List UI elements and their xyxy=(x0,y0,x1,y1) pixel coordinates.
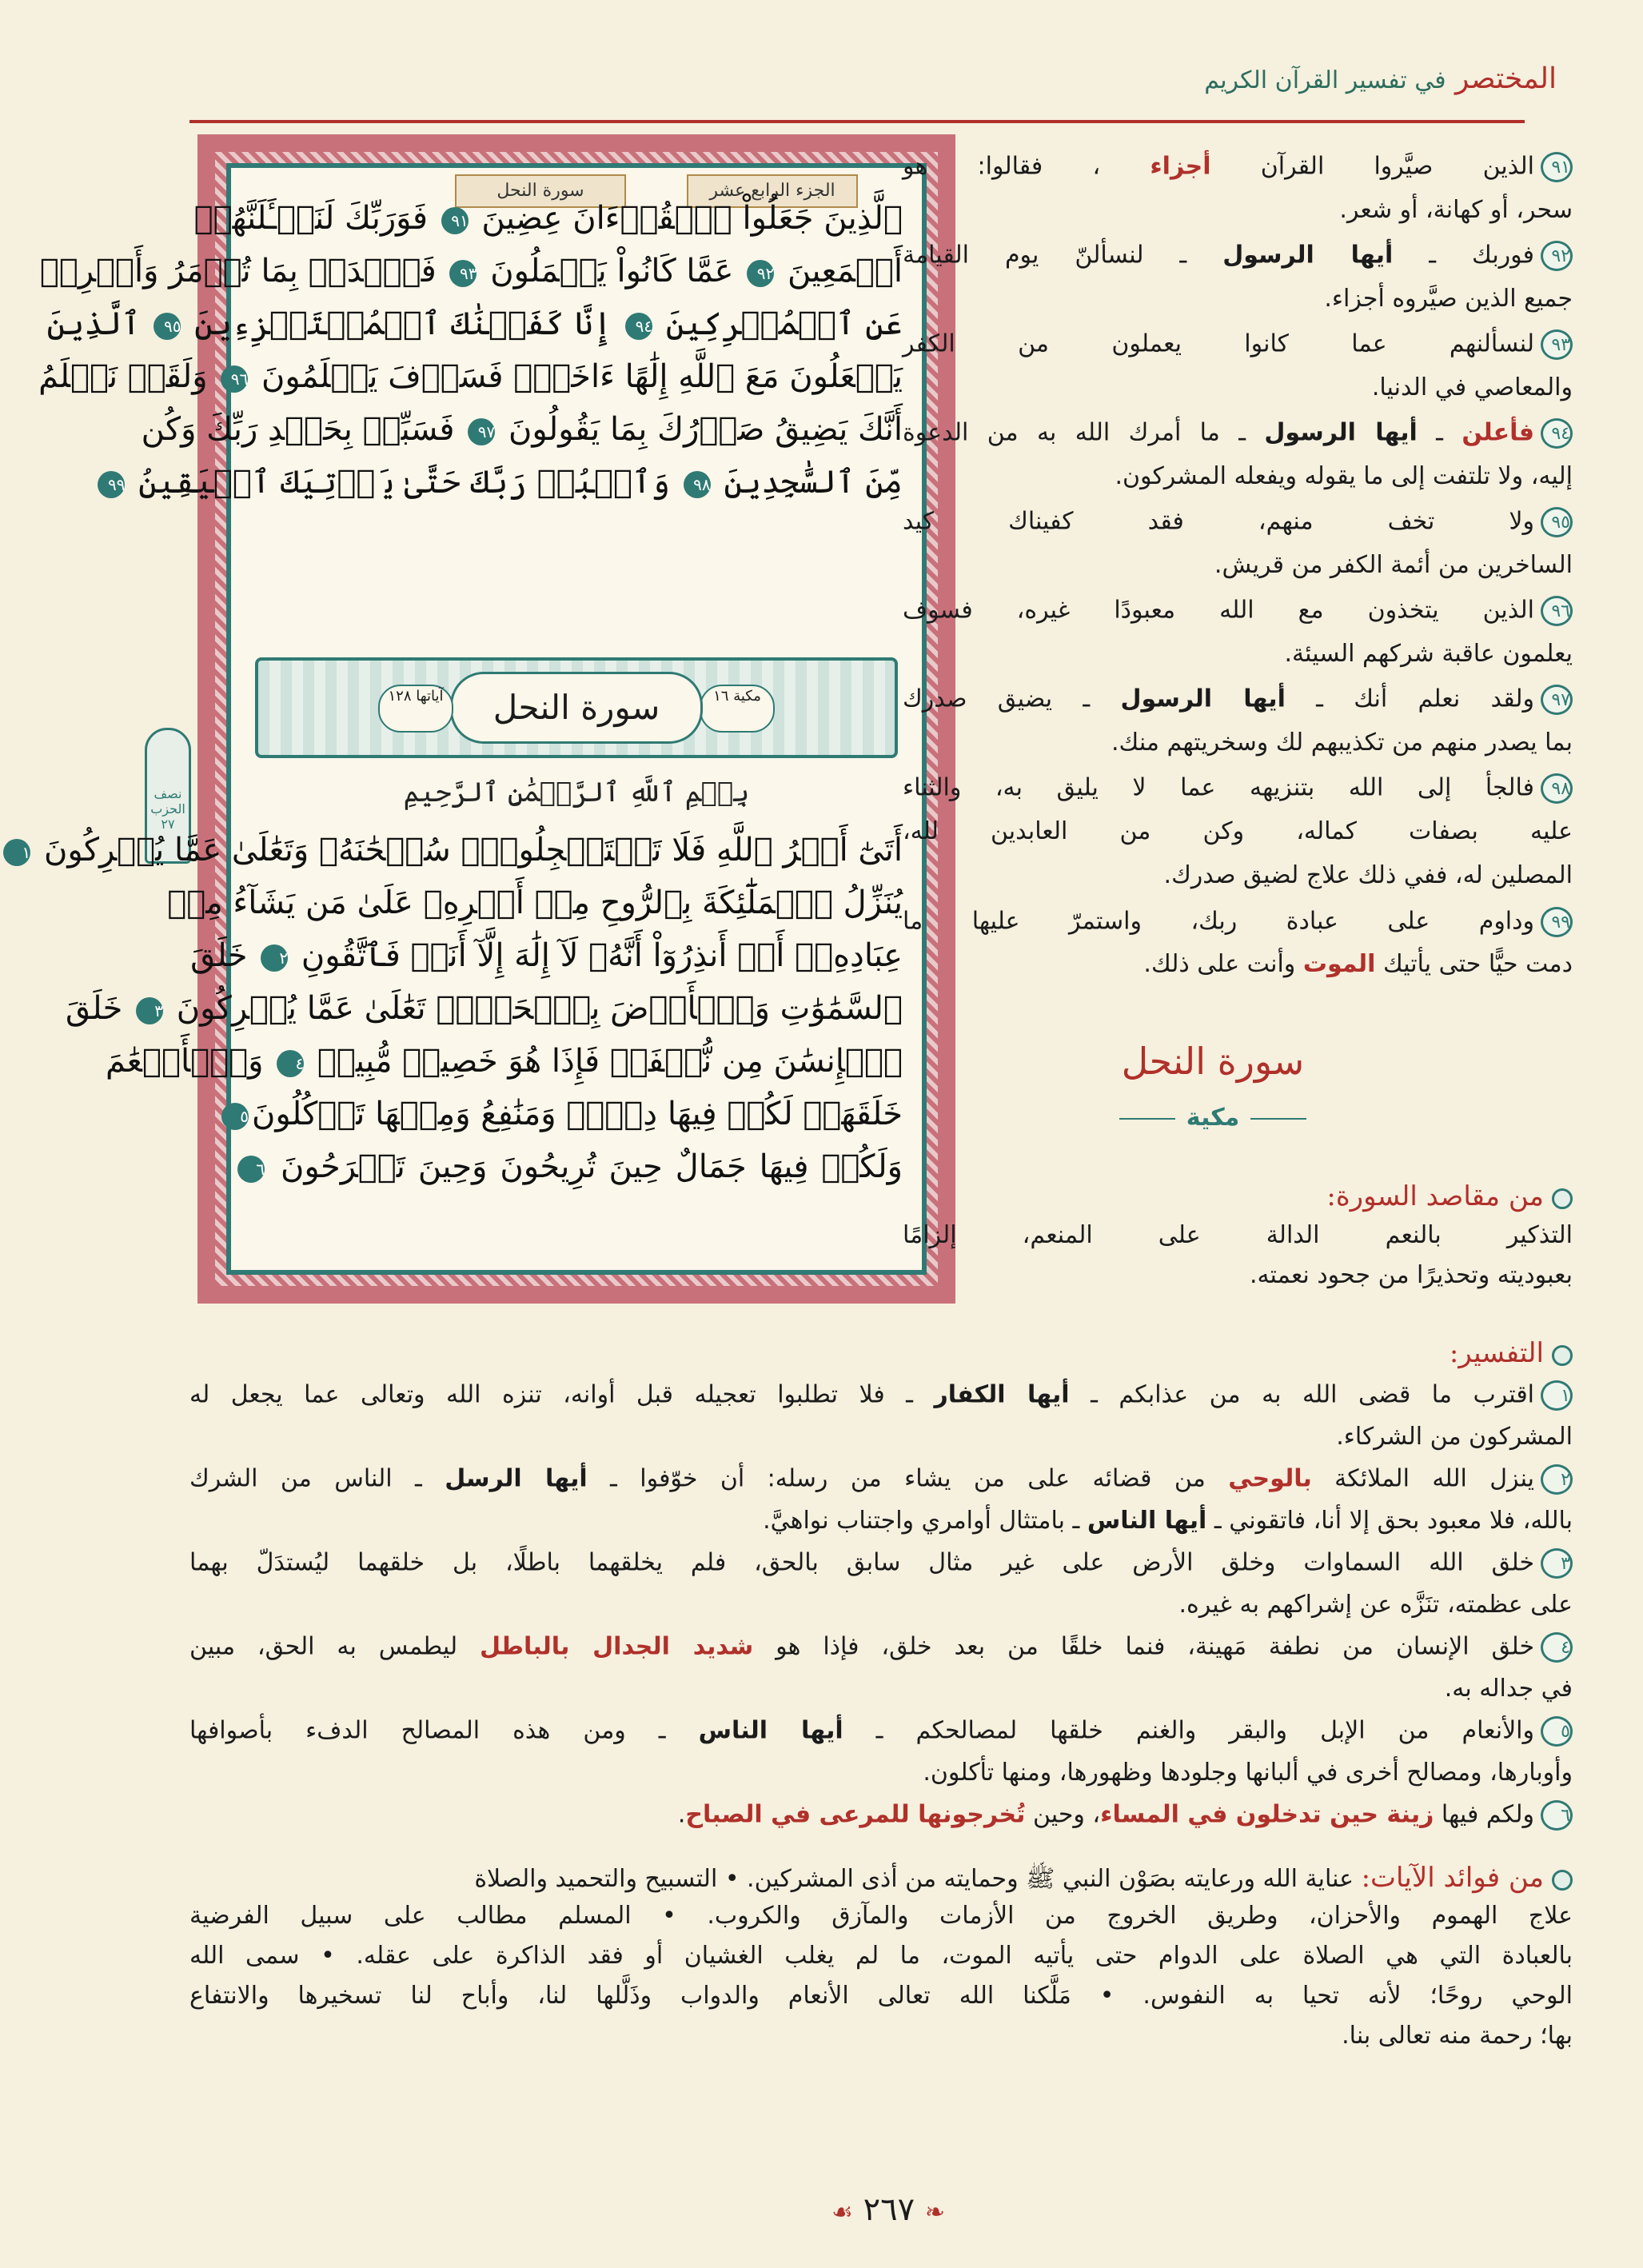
tafsir-line xyxy=(903,596,1573,626)
aya-number: ٩٦ xyxy=(221,365,248,393)
tafsir-line xyxy=(189,1632,1573,1663)
quran-line xyxy=(106,1043,903,1080)
tafsir-text: والأنعام من الإبل والبقر والغنم خلقها لمصالحكم ـ xyxy=(843,1716,1534,1745)
quran-segment: وَلَقَدۡ نَعۡلَمُ xyxy=(38,358,208,395)
tafsir-text: أيها الكفار xyxy=(934,1380,1070,1409)
quran-segment: عَنِ ٱلۡمُشۡرِكِينَ xyxy=(665,305,903,342)
tafsir-text: فالجأ إلى الله بتنزيهه عما لا يليق به، والثناء xyxy=(903,773,1534,802)
tafsir-line xyxy=(189,1548,1573,1579)
tafsir-text: فأعلن xyxy=(1462,418,1534,447)
aya-number: ٩٩ xyxy=(98,471,125,498)
tafsir-text: الساخرين من أئمة الكفر من قريش. xyxy=(1214,550,1573,579)
quran-line xyxy=(65,990,903,1027)
tafsir-line xyxy=(189,1507,1573,1535)
tafsir-line xyxy=(903,463,1573,489)
maqasid-heading xyxy=(903,1182,1573,1212)
tafsir-text: المشركون من الشركاء. xyxy=(1336,1422,1573,1451)
tafsir-text: أيها الرسول xyxy=(1120,685,1286,713)
tafsir-text: ـ فلا تطلبوا تعجيله قبل أوانه، تنزه الله وتعالى عما يجعل له xyxy=(189,1380,935,1409)
tafsir-text: ـ لنسألنّ يوم القيامة xyxy=(903,241,1223,270)
makkiya-text: مكية xyxy=(1186,1104,1240,1132)
tafsir-text: أيها الرسول xyxy=(1264,418,1418,447)
fawaid-heading: من فوائد الآيات: xyxy=(1361,1862,1544,1894)
aya-number: ٢ xyxy=(261,944,288,972)
fawaid-line: عناية الله ورعايته بصَوْن النبي ﷺ وحمايته من أذى المشركين. • التسبيح والتحميد والصلاة xyxy=(474,1865,1354,1893)
tafsir-line xyxy=(189,1423,1573,1451)
tafsir-text: اقترب ما قضى الله به من عذابكم ـ xyxy=(1069,1380,1534,1409)
tafsir-line xyxy=(903,907,1573,937)
ornament-icon: ❧ xyxy=(924,2198,945,2226)
tafsir-text: جميع الذين صيَّروه أجزاء. xyxy=(1324,284,1573,313)
fawaid-line: علاج الهموم والأحزان، وطريق الخروج من الأزمات والمآزق والكروب. • المسلم مطالب على سبيل الفرضية xyxy=(189,1902,1573,1930)
tafsir-line xyxy=(903,818,1573,845)
hizb-marker: نصف الحزب ٢٧ xyxy=(145,728,191,864)
aya-number: ٩٥ xyxy=(154,313,181,340)
fawaid-line: الوحي روحًا؛ لأنه تحيا به النفوس. • مَلَّكنا الله تعالى الأنعام والدواب وذَلَّلها لنا، وأباح لنا تسخيرها والانتفاع xyxy=(189,1982,1573,2010)
tafsir-text: لنسألنهم عما كانوا يعملون من الكفر xyxy=(903,329,1534,358)
tafsir-text: دمت حيًّا حتى يأتيك xyxy=(1375,950,1573,978)
tafsir-text: ، فقالوا: هو xyxy=(903,152,1150,181)
aya-number: ٩٤ xyxy=(625,313,652,340)
tafsir-text: ـ ومن هذه المصالح الدفء بأصوافها xyxy=(189,1716,699,1745)
tafsir-line xyxy=(903,641,1573,667)
tafsir-text: خلق الإنسان من نطفة مَهينة، فنما خلقًا من بعد خلق، فإذا هو xyxy=(753,1632,1534,1661)
quran-segment: فَسَبِّحۡ بِحَمۡدِ رَبِّكَ وَكُن xyxy=(141,411,455,448)
aya-number: ٩٨ xyxy=(684,471,711,498)
quran-segment: فَٱصۡدَعۡ بِمَا تُؤۡمَرُ وَأَعۡرِضۡ xyxy=(39,253,437,289)
basmala: بِسۡمِ ٱللَّهِ ٱلرَّحۡمَٰنِ ٱلرَّحِيمِ xyxy=(403,777,750,809)
tafsir-line xyxy=(903,507,1573,537)
tafsir-heading xyxy=(189,1337,1573,1369)
tafsir-line xyxy=(189,1591,1573,1619)
fawaid-line: بها؛ رحمة منه تعالى بنا. xyxy=(1342,2022,1573,2050)
tafsir-line xyxy=(903,152,1573,182)
quran-segment: وَٱلۡأَنۡعَٰمَ xyxy=(106,1043,264,1080)
tafsir-line xyxy=(903,197,1573,223)
tafsir-text: يعلمون عاقبة شركهم السيئة. xyxy=(1284,639,1573,668)
tafsir-text: إليه، ولا تلتفت إلى ما يقوله ويفعله المشركون. xyxy=(1115,461,1573,490)
quran-line xyxy=(107,464,903,501)
quran-line xyxy=(141,411,903,448)
verse-number: ٩٥ xyxy=(1541,507,1573,537)
tafsir-text: في جداله به. xyxy=(1444,1674,1573,1703)
quran-line xyxy=(22,832,903,868)
sura-banner-name: سورة النحل xyxy=(450,672,703,744)
tafsir-line xyxy=(903,729,1573,756)
quran-segment: أَنَّكَ يَضِيقُ صَدۡرُكَ بِمَا يَقُولُونَ xyxy=(508,411,903,448)
verse-number: ٩٧ xyxy=(1541,685,1573,715)
tafsir-text: بما يصدر منهم من تكذيبهم لك وسخريتهم منك. xyxy=(1111,728,1573,757)
tafsir-text: تُخرجونها للمرعى في الصباح xyxy=(685,1800,1026,1829)
tafsir-line xyxy=(189,1380,1573,1411)
bullet-icon xyxy=(1552,1188,1573,1209)
quran-segment: يُنَزِّلُ ٱلۡمَلَٰٓئِكَةَ بِٱلرُّوحِ مِنۡ أَمۡرِهِۦ عَلَىٰ مَن يَشَآءُ مِنۡ xyxy=(167,884,903,921)
page-footer xyxy=(134,2191,1643,2228)
tafsir-line xyxy=(903,418,1573,449)
quran-segment: عِبَادِهِۦٓ أَنۡ أَنذِرُوٓاْ أَنَّهُۥ لَآ إِلَٰهَ إِلَّآ أَنَا۠ فَٱتَّقُونِ xyxy=(301,937,903,974)
tafsir-text: ـ ما أمرك الله به من الدعوة xyxy=(903,418,1265,447)
tafsir-text: عليه بصفات كماله، وكن من العابدين لله، xyxy=(903,817,1573,845)
quran-segment: خَلَقَ xyxy=(65,990,123,1027)
quran-segment: أَجۡمَعِينَ xyxy=(787,253,903,289)
tafsir-text: على عظمته، تنَزَّه عن إشراكهم به غيره. xyxy=(1178,1590,1573,1619)
quran-segment: يَجۡعَلُونَ مَعَ ٱللَّهِ إِلَٰهًا ءَاخَرَۚ فَسَوۡفَ يَعۡلَمُونَ xyxy=(261,358,903,395)
verse-number: ٩٦ xyxy=(1541,596,1573,626)
ornament-icon: ☙ xyxy=(831,2198,853,2226)
tafsir-text: خلق الله السماوات وخلق الأرض على غير مثال سابق بالحق، فلم يخلقهما باطلًا، بل خلقهما ليُستدَلّ بهما xyxy=(189,1548,1534,1577)
tafsir-text: ـ بامتثال أوامري واجتناب نواهيَّ. xyxy=(763,1506,1087,1535)
quran-line xyxy=(234,1096,903,1132)
tafsir-text: ليطمس به الحق، مبين xyxy=(189,1632,480,1661)
aya-number: ٤ xyxy=(277,1050,304,1077)
bullet-icon xyxy=(1552,1870,1573,1891)
quran-line xyxy=(46,305,903,342)
tafsir-text: وأنت على ذلك. xyxy=(1143,950,1303,978)
bullet-icon xyxy=(1552,1345,1573,1366)
page-header xyxy=(1204,62,1557,95)
verse-number: ٣ xyxy=(1541,1548,1573,1579)
aya-number: ١ xyxy=(3,839,30,866)
tafsir-text: والمعاصي في الدنيا. xyxy=(1371,373,1573,401)
tafsir-text: بالله، فلا معبود بحق إلا أنا، فاتقوني ـ xyxy=(1206,1506,1573,1535)
header-divider xyxy=(189,120,1525,123)
quran-segment: إِنَّا كَفَيۡنَٰكَ ٱلۡمُسۡتَهۡزِءِينَ xyxy=(194,305,612,342)
aya-number: ٥ xyxy=(221,1103,249,1130)
tafsir-text: أيها الناس xyxy=(1087,1506,1207,1535)
tafsir-text: زينة حين تدخلون في المساء xyxy=(1100,1800,1434,1829)
quran-segment: عَمَّا كَانُواْ يَعۡمَلُونَ xyxy=(490,253,734,289)
quran-segment: خَلَقَ xyxy=(190,937,248,974)
tafsir-heading-text: التفسير: xyxy=(1449,1337,1544,1369)
tafsir-text: ولا تخف منهم، فقد كفيناك كيد xyxy=(903,507,1534,536)
verse-number: ١ xyxy=(1541,1380,1573,1411)
quran-segment: ٱلَّذِينَ xyxy=(46,305,141,342)
tafsir-line xyxy=(903,285,1573,312)
maqasid-line: التذكير بالنعم الدالة على المنعم، إلزامًا xyxy=(903,1221,1573,1249)
tafsir-line xyxy=(189,1675,1573,1703)
quran-segment: ٱلسَّمَٰوَٰتِ وَٱلۡأَرۡضَ بِٱلۡحَقِّۚ تَعَٰلَىٰ عَمَّا يُشۡرِكُونَ xyxy=(176,990,903,1027)
verse-number: ٩٤ xyxy=(1541,418,1573,449)
tafsir-text: الذين يتخذون مع الله معبودًا غيره، فسوف xyxy=(903,596,1534,625)
quran-segment: وَلَكُمۡ فِيهَا جَمَالٌ حِينَ تُرِيحُونَ وَحِينَ تَسۡرَحُونَ xyxy=(280,1148,903,1185)
tafsir-text: المصلين له، ففي ذلك علاج لضيق صدرك. xyxy=(1163,861,1573,889)
tafsir-text: من قضائه على من يشاء من رسله: أن خوّفوا ـ xyxy=(587,1464,1229,1493)
tafsir-text: أيها الرسول xyxy=(1222,241,1394,270)
quran-segment: ٱلۡإِنسَٰنَ مِن نُّطۡفَةٖ فَإِذَا هُوَ خَصِيمٞ مُّبِينٞ xyxy=(317,1043,903,1080)
tafsir-line xyxy=(189,1716,1573,1747)
quran-line xyxy=(234,1148,903,1185)
maqasid-line: بعبوديته وتحذيرًا من جحود نعمته. xyxy=(1249,1261,1573,1289)
quran-line xyxy=(193,200,903,237)
tafsir-text: ـ xyxy=(1417,418,1462,447)
quran-line xyxy=(39,253,903,289)
quran-line xyxy=(167,884,903,921)
aya-number: ٩١ xyxy=(441,207,469,234)
sura-label: سورة النحل xyxy=(455,174,626,208)
tafsir-text: أيها الناس xyxy=(698,1716,843,1745)
tafsir-line xyxy=(903,241,1573,271)
tafsir-text: أيها الرسل xyxy=(445,1464,588,1493)
tafsir-text: ـ يضيق صدرك xyxy=(903,685,1121,713)
verse-number: ٩٨ xyxy=(1541,773,1573,804)
tafsir-text: بالوحي xyxy=(1228,1464,1312,1493)
tafsir-line xyxy=(903,552,1573,578)
aya-number: ٩٢ xyxy=(747,260,774,287)
quran-segment: أَتَىٰٓ أَمۡرُ ٱللَّهِ فَلَا تَسۡتَعۡجِلُوهُۚ سُبۡحَٰنَهُۥ وَتَعَٰلَىٰ عَمَّا يُشۡرِكُونَ xyxy=(44,832,903,868)
tafsir-text: ـ الناس من الشرك xyxy=(189,1464,445,1493)
tafsir-line xyxy=(189,1464,1573,1495)
quran-line xyxy=(190,937,903,974)
aya-number: ٣ xyxy=(136,997,163,1024)
tafsir-text: سحر، أو كهانة، أو شعر. xyxy=(1339,195,1573,224)
tafsir-text: ولقد نعلم أنك ـ xyxy=(1285,685,1534,713)
makkiya-label xyxy=(997,1104,1429,1132)
verse-number: ٤ xyxy=(1541,1632,1573,1663)
sura-banner-right-box: مكية ١٦ xyxy=(700,685,775,733)
tafsir-text: أجزاء xyxy=(1150,152,1211,181)
quran-segment: ٱلَّذِينَ جَعَلُواْ ٱلۡقُرۡءَانَ عِضِينَ xyxy=(481,200,903,237)
tafsir-line xyxy=(903,862,1573,888)
quran-segment: وَٱعۡبُدۡ رَبَّكَ حَتَّىٰ يَأۡتِيَكَ ٱلۡيَقِينُ xyxy=(138,464,670,501)
tafsir-text: ، وحين xyxy=(1025,1800,1101,1829)
tafsir-line xyxy=(903,685,1573,715)
header-title-sub: في تفسير القرآن الكريم xyxy=(1204,66,1446,94)
tafsir-text: وأوبارها، ومصالح أخرى في ألبانها وجلودها وظهورها، ومنها تأكلون. xyxy=(923,1758,1573,1787)
verse-number: ٩٣ xyxy=(1541,329,1573,360)
quran-segment: خَلَقَهَاۖ لَكُمۡ فِيهَا دِفۡءٞ وَمَنَٰفِعُ وَمِنۡهَا تَأۡكُلُونَ xyxy=(251,1096,903,1132)
tafsir-line xyxy=(903,329,1573,360)
tafsir-text: ولكم فيها xyxy=(1434,1800,1534,1829)
fawaid-first-line xyxy=(189,1862,1573,1899)
tafsir-text: شديد الجدال بالباطل xyxy=(480,1632,754,1661)
maqasid-heading-text: من مقاصد السورة: xyxy=(1326,1180,1544,1212)
sura-banner xyxy=(255,657,898,758)
verse-number: ٥ xyxy=(1541,1716,1573,1747)
verse-number: ٩١ xyxy=(1541,152,1573,182)
tafsir-text: الموت xyxy=(1302,950,1376,978)
juz-label: الجزء الرابع عشر xyxy=(687,174,858,208)
tafsir-text: الذين صيَّروا القرآن xyxy=(1210,152,1534,181)
tafsir-text: وداوم على عبادة ربك، واستمرّ عليها ما xyxy=(903,907,1534,935)
tafsir-text: ينزل الله الملائكة xyxy=(1311,1464,1534,1493)
header-title-main: المختصر xyxy=(1455,62,1557,95)
tafsir-line xyxy=(903,951,1573,977)
verse-number: ٦ xyxy=(1541,1800,1573,1831)
page-number: ٢٦٧ xyxy=(863,2191,915,2228)
tafsir-line xyxy=(189,1759,1573,1787)
sura-title: سورة النحل xyxy=(1121,1040,1305,1083)
quran-segment: مِّنَ ٱلسَّٰجِدِينَ xyxy=(724,464,903,501)
fawaid-line: بالعبادة التي هي الصلاة على الدوام حتى يأتيه الموت، ما لم يغلب الغشيان أو فقد الذاكرة على عقله. • سمى الله xyxy=(189,1942,1573,1970)
aya-number: ٩٧ xyxy=(468,418,495,445)
sura-banner-left-box: آياتها ١٢٨ xyxy=(378,685,453,733)
aya-number: ٦ xyxy=(237,1156,265,1183)
verse-number: ٩٩ xyxy=(1541,907,1573,937)
tafsir-text: . xyxy=(677,1800,686,1829)
tafsir-line xyxy=(903,773,1573,804)
tafsir-line xyxy=(189,1800,1573,1831)
verse-number: ٢ xyxy=(1541,1464,1573,1495)
tafsir-line xyxy=(903,374,1573,401)
aya-number: ٩٣ xyxy=(449,260,477,287)
verse-number: ٩٢ xyxy=(1541,241,1573,271)
quran-segment: فَوَرَبِّكَ لَنَسۡـَٔلَنَّهُمۡ xyxy=(193,200,428,237)
quran-line xyxy=(38,358,903,395)
tafsir-text: فوربك ـ xyxy=(1393,241,1534,270)
